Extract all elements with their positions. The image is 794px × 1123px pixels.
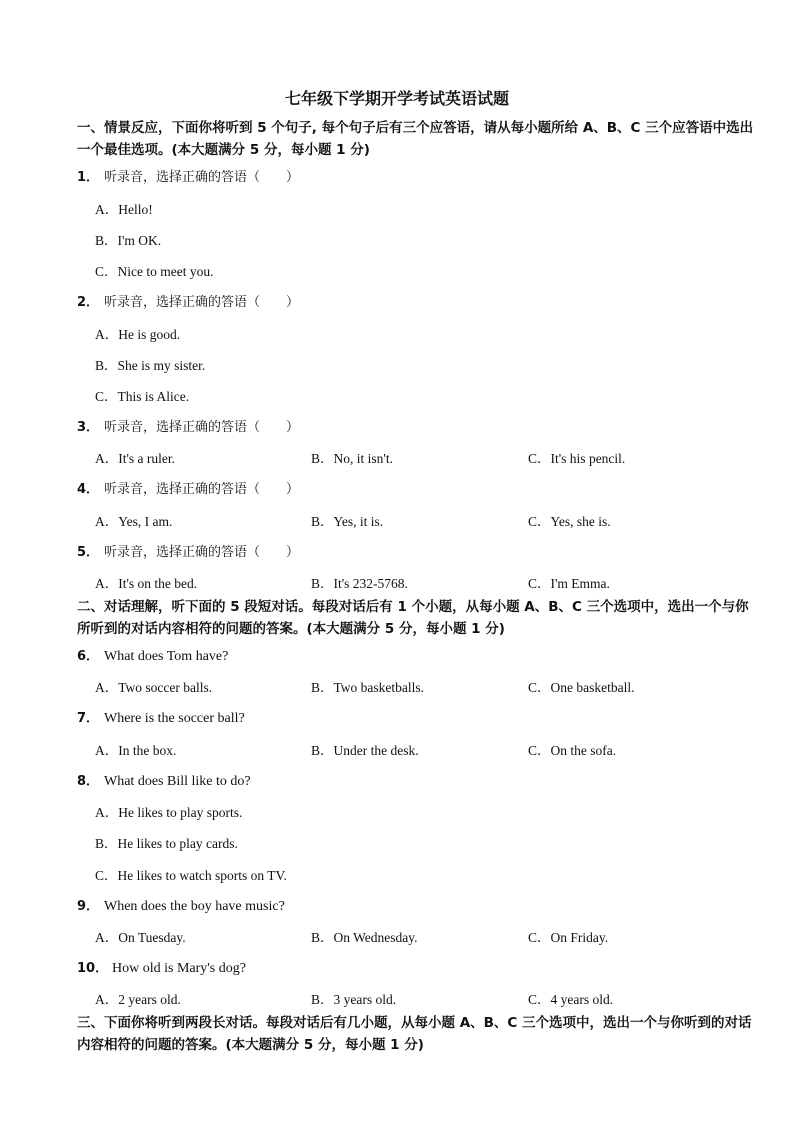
section-1-heading: 一、情景反应，下面你将听到 5 个句子, 每个句子后有三个应答语，请从每小题所给 A、B、C 三个应答语中选出一个最佳选项。(本大题满分 5 分，每小题 1 分)	[77, 120, 754, 158]
question-9	[77, 895, 285, 915]
q4-option-c: C．Yes, she is.	[528, 514, 611, 529]
q9-option-c: C．On Friday.	[528, 930, 609, 945]
q8-option-c: C．He likes to watch sports on TV.	[95, 868, 287, 883]
q7-option-b: B．Under the desk.	[311, 743, 419, 758]
question-text: 听录音，选择正确的答语（ ）	[104, 482, 300, 497]
q8-option-b: B．He likes to play cards.	[95, 836, 238, 851]
question-number: 2．	[77, 295, 100, 310]
question-number: 6．	[77, 649, 100, 664]
q4-option-a: A．Yes, I am.	[95, 514, 173, 529]
q2-option-b: B．She is my sister.	[95, 358, 206, 373]
question-number: 4．	[77, 482, 100, 497]
question-number: 5．	[77, 545, 100, 560]
q8-option-a: A．He likes to play sports.	[95, 805, 243, 820]
question-number: 10．	[77, 961, 109, 976]
question-6	[77, 645, 228, 665]
question-2	[77, 291, 299, 310]
question-number: 1．	[77, 170, 100, 185]
question-7	[77, 707, 245, 727]
question-text: 听录音，选择正确的答语（ ）	[104, 420, 300, 435]
q10-option-a: A．2 years old.	[95, 992, 181, 1007]
question-10	[77, 957, 246, 977]
q7-option-c: C．On the sofa.	[528, 743, 617, 758]
q5-option-c: C．I'm Emma.	[528, 576, 610, 591]
q5-option-a: A．It's on the bed.	[95, 576, 198, 591]
section-2-heading: 二、对话理解，听下面的 5 段短对话。每段对话后有 1 个小题，从每小题 A、B、C 三个选项中，选出一个与你所听到的对话内容相符的问题的答案。(本大题满分 5 分，每小题 1 分)	[77, 599, 749, 637]
q1-option-c: C．Nice to meet you.	[95, 264, 214, 279]
question-text: 听录音，选择正确的答语（ ）	[104, 295, 300, 310]
question-number: 9．	[77, 899, 100, 914]
page-title: 七年级下学期开学考试英语试题	[284, 89, 509, 108]
question-text: How old is Mary's dog?	[112, 961, 246, 976]
q1-option-b: B．I'm OK.	[95, 233, 162, 248]
q3-option-c: C．It's his pencil.	[528, 451, 626, 466]
question-number: 8．	[77, 774, 100, 789]
question-1	[77, 166, 299, 185]
section-3-heading: 三、下面你将听到两段长对话。每段对话后有几小题，从每小题 A、B、C 三个选项中，选出一个与你听到的对话内容相符的问题的答案。(本大题满分 5 分，每小题 1 分)	[77, 1015, 752, 1053]
question-text: 听录音，选择正确的答语（ ）	[104, 170, 300, 185]
q10-option-b: B．3 years old.	[311, 992, 397, 1007]
q1-option-a: A．Hello!	[95, 202, 153, 217]
q2-option-c: C．This is Alice.	[95, 389, 190, 404]
q2-option-a: A．He is good.	[95, 327, 181, 342]
question-number: 7．	[77, 711, 100, 726]
q3-option-a: A．It's a ruler.	[95, 451, 176, 466]
q6-option-c: C．One basketball.	[528, 680, 635, 695]
q9-option-a: A．On Tuesday.	[95, 930, 186, 945]
question-number: 3．	[77, 420, 100, 435]
question-5	[77, 541, 299, 560]
question-text: What does Bill like to do?	[104, 774, 251, 789]
q6-option-b: B．Two basketballs.	[311, 680, 425, 695]
q6-option-a: A．Two soccer balls.	[95, 680, 213, 695]
question-text: Where is the soccer ball?	[104, 711, 245, 726]
q9-option-b: B．On Wednesday.	[311, 930, 418, 945]
q7-option-a: A．In the box.	[95, 743, 177, 758]
question-text: When does the boy have music?	[104, 899, 285, 914]
question-8	[77, 770, 251, 790]
question-3	[77, 416, 299, 435]
question-text: 听录音，选择正确的答语（ ）	[104, 545, 300, 560]
question-text: What does Tom have?	[104, 649, 229, 664]
q3-option-b: B．No, it isn't.	[311, 451, 393, 466]
question-4	[77, 478, 299, 497]
q10-option-c: C．4 years old.	[528, 992, 614, 1007]
q4-option-b: B．Yes, it is.	[311, 514, 384, 529]
q5-option-b: B．It's 232-5768.	[311, 576, 408, 591]
